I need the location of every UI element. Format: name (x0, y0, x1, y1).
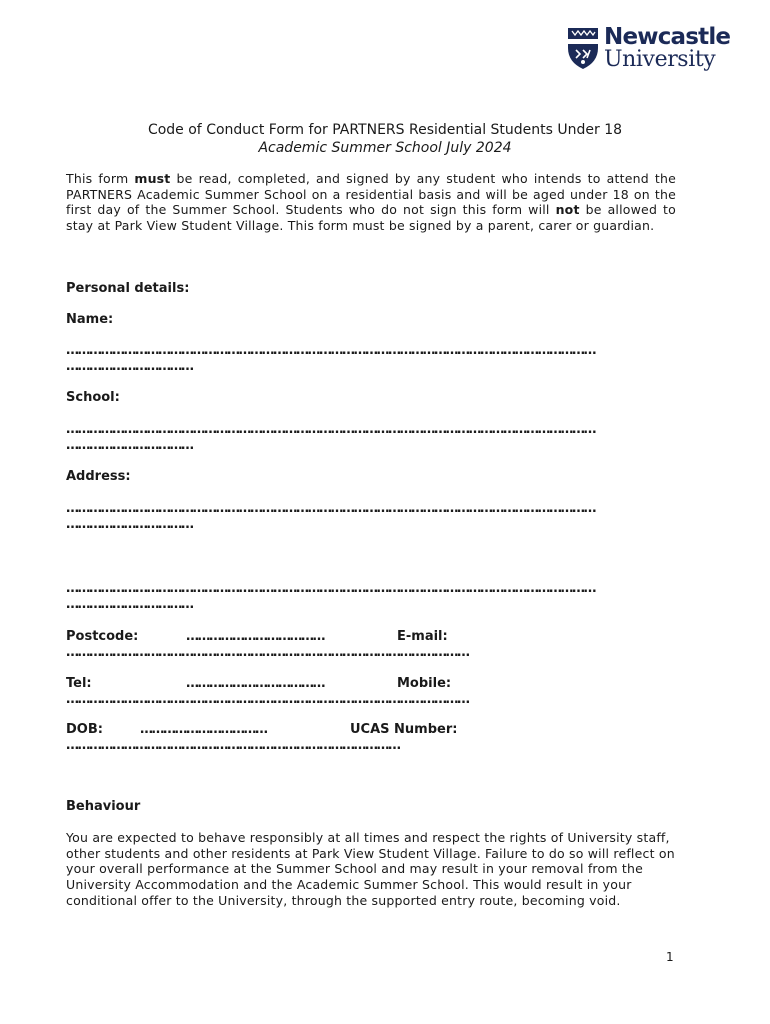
address-field-line-4[interactable]: …………………………… (66, 597, 193, 612)
logo-line-1: Newcastle (604, 24, 731, 50)
address-field-line-1[interactable]: ………………………………………………………………………………………………………………………… (66, 501, 595, 516)
ucas-number-field-line[interactable]: …………………………………………………………………………… (66, 738, 400, 753)
postcode-label: Postcode: (66, 629, 139, 644)
school-label: School: (66, 390, 120, 405)
name-field-line[interactable]: ………………………………………………………………………………………………………………………… (66, 343, 595, 358)
email-field-line[interactable]: …………………………………………………………………………………………… (66, 645, 469, 660)
dob-label: DOB: (66, 722, 103, 737)
mobile-field-line[interactable]: …………………………………………………………………………………………… (66, 692, 469, 707)
form-title: Code of Conduct Form for PARTNERS Residential Students Under 18 (147, 122, 623, 138)
address-field-line-3[interactable]: ………………………………………………………………………………………………………………………… (66, 581, 595, 596)
emphasis-must: must (134, 171, 171, 186)
mobile-label: Mobile: (397, 676, 452, 691)
postcode-field-line[interactable]: ……………………………… (186, 629, 324, 644)
emphasis-not: not (555, 202, 580, 218)
name-label: Name: (66, 312, 114, 327)
form-subtitle: Academic Summer School July 2024 (258, 140, 512, 156)
email-label: E-mail: (397, 629, 448, 644)
address-label: Address: (66, 469, 131, 484)
name-field-line-2[interactable]: …………………………… (66, 359, 193, 374)
tel-label: Tel: (66, 676, 92, 691)
dob-field-line[interactable]: …………………………… (140, 722, 267, 737)
behaviour-heading: Behaviour (66, 799, 141, 814)
newcastle-university-logo (566, 26, 736, 74)
school-field-line-2[interactable]: …………………………… (66, 438, 193, 453)
ucas-number-label: UCAS Number: (350, 722, 458, 737)
intro-paragraph: This form must be read, completed, and signed by any student who intends to attend the PARTNERS Academic Summer School on a residential basis and will be aged under 18 on the first day of the Summer School. Students who do not sign this form will not be allowed to stay at Park View Student Village. This form must be signed by a parent, carer or guardian. (66, 171, 676, 234)
personal-details-heading: Personal details: (66, 281, 190, 296)
tel-field-line[interactable]: ……………………………… (186, 676, 324, 691)
behaviour-paragraph: You are expected to behave responsibly at all times and respect the rights of University staff, other students and other residents at Park View Student Village. Failure to do so will reflect on your overall performance at the Summer School and may result in your removal from the University Accommodation and the Academic Summer School. This would result in your conditional offer to the University, through the supported entry route, becoming void. (66, 830, 675, 908)
university-crest-icon (566, 26, 600, 70)
page-number: 1 (666, 950, 674, 964)
logo-line-2: University (604, 47, 716, 72)
address-field-line-2[interactable]: …………………………… (66, 517, 193, 532)
school-field-line[interactable]: ………………………………………………………………………………………………………………………… (66, 422, 595, 437)
